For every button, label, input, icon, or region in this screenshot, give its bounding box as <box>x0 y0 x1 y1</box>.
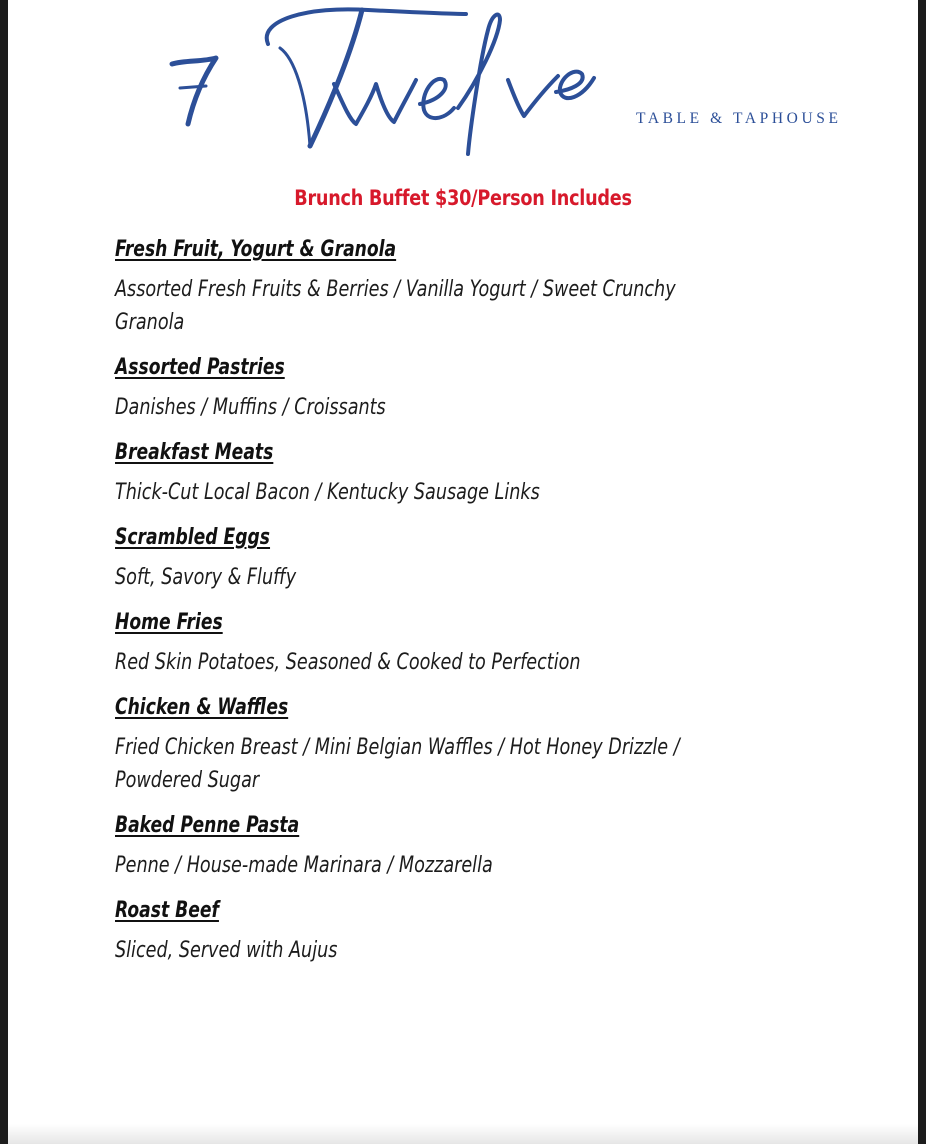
menu-page <box>8 0 918 1144</box>
logo-tagline: TABLE & TAPHOUSE <box>636 110 842 127</box>
menu-item <box>115 233 875 339</box>
menu-item-description: Danishes / Muffins / Croissants <box>115 395 386 420</box>
menu-item <box>115 809 875 882</box>
restaurant-logo <box>158 0 842 165</box>
menu-item-description: Assorted Fresh Fruits & Berries / Vanilla Yogurt / Sweet Crunchy Granola <box>115 277 676 335</box>
menu-item-name: Roast Beef <box>115 898 219 923</box>
menu-item <box>115 436 875 509</box>
menu-item-description: Sliced, Served with Aujus <box>115 938 338 963</box>
menu-item-name: Assorted Pastries <box>115 355 285 380</box>
menu-item <box>115 894 875 967</box>
menu-item-name: Breakfast Meats <box>115 440 274 465</box>
menu-title: Brunch Buffet $30/Person Includes <box>294 186 632 210</box>
menu-item-name: Fresh Fruit, Yogurt & Granola <box>115 237 397 262</box>
menu-item <box>115 351 875 424</box>
menu-item <box>115 691 875 797</box>
menu-item-description: Thick-Cut Local Bacon / Kentucky Sausage Links <box>115 480 540 505</box>
menu-item <box>115 521 875 594</box>
menu-item-name: Scrambled Eggs <box>115 525 271 550</box>
menu-item-description: Fried Chicken Breast / Mini Belgian Waffles / Hot Honey Drizzle / Powdered Sugar <box>115 735 680 793</box>
menu-item-name: Home Fries <box>115 610 223 635</box>
menu-item-description: Soft, Savory & Fluffy <box>115 565 297 590</box>
menu-item-name: Baked Penne Pasta <box>115 813 300 838</box>
menu-item <box>115 606 875 679</box>
menu-item-description: Penne / House-made Marinara / Mozzarella <box>115 853 493 878</box>
menu-item-description: Red Skin Potatoes, Seasoned & Cooked to Perfection <box>115 650 581 675</box>
menu-items <box>115 233 875 979</box>
logo-wordmark-graphic <box>158 0 798 165</box>
menu-item-name: Chicken & Waffles <box>115 695 289 720</box>
